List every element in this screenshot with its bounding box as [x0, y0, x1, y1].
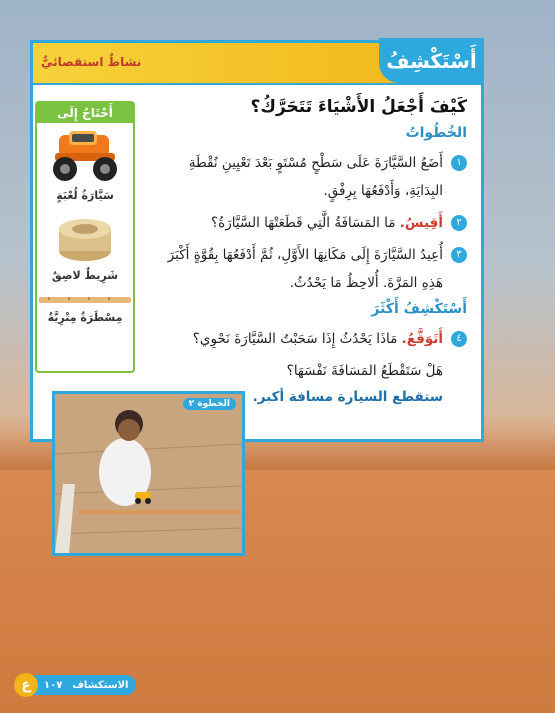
- step-number: ٤: [451, 331, 467, 347]
- section-name: الاستكشاف: [72, 679, 129, 691]
- steps-heading: الخُطُواتُ: [405, 125, 467, 141]
- explore-card: [30, 40, 484, 442]
- followup-question: [147, 357, 443, 385]
- material-label: سَيَّارَةُ لُعْبَةٍ: [56, 189, 114, 202]
- explore-tab: أَسْتَكْشِفُ: [379, 38, 484, 83]
- step-3: [147, 241, 467, 297]
- step-4: [147, 325, 467, 353]
- step-number: ٣: [451, 247, 467, 263]
- step-photo: [52, 391, 245, 556]
- card-header: [33, 43, 481, 85]
- meter-ruler-icon: [39, 295, 131, 305]
- step-text: أُعِيدُ السَّيَّارَةَ إِلَى مَكَانِهَا الأَوَّلِ، ثُمَّ أَدْفَعُهَا بِقُوَّةٍ أَكْبَرَ هَذِهِ المَرَّةَ. أُلاحِظُ مَا يَحْدُثُ.: [167, 247, 443, 291]
- step-text: مَا المَسَافَةُ الَّتِي قَطَعَتْهَا السَّيَّارَةُ؟: [210, 215, 396, 231]
- step-number: ١: [451, 155, 467, 171]
- explore-more-heading: أَسْتَكْشِفُ أَكْثَرَ: [371, 301, 467, 317]
- followup-text: هَلْ سَتَقْطَعُ المَسَافَةَ نَفْسَهَا؟: [286, 363, 443, 379]
- materials-box: [35, 101, 135, 373]
- material-label: مِسْطَرَةٌ مِتْرِيَّةٌ: [47, 311, 123, 324]
- step-text: أَضَعُ السَّيَّارَةَ عَلَى سَطْحٍ مُسْتَوٍ بَعْدَ تَعْيِينِ نُقْطَةِ البِدَايَةِ، وَأَدْفَعُهَا بِرِفْقٍ.: [188, 155, 443, 199]
- activity-label: نشاطٌ استقصائيٌّ: [41, 55, 142, 69]
- page-footer: [14, 675, 136, 695]
- step-text: مَاذَا يَحْدُثُ إِذَا سَحَبْتُ السَّيَّارَةَ نَحْوِي؟: [192, 331, 398, 347]
- materials-title: أَحْتَاجُ إِلَى: [37, 103, 133, 123]
- photo-step-tag: الخطوة ٢: [183, 398, 236, 410]
- lesson-content: [147, 97, 467, 405]
- toy-car-icon: [45, 129, 125, 185]
- tape-roll-icon: [55, 215, 115, 263]
- material-label: شَرِيطٌ لاصِقٌ: [51, 269, 119, 282]
- step-2: [147, 209, 467, 237]
- step-1: [147, 149, 467, 205]
- page-number: ١٠٧: [44, 679, 63, 691]
- step-number: ٢: [451, 215, 467, 231]
- unit-letter-icon: ع: [14, 673, 38, 697]
- answer-text: ستقطع السيارة مسافة أكبر.: [252, 389, 443, 405]
- step-keyword: أَتَوَقَّعُ.: [401, 331, 443, 347]
- step-keyword: أَقِيسُ.: [399, 215, 443, 231]
- question-title: كَيْفَ أَجْعَلُ الأَشْيَاءَ تَتَحَرَّكُ؟: [250, 97, 467, 117]
- child-pushing-car-image: [55, 394, 242, 553]
